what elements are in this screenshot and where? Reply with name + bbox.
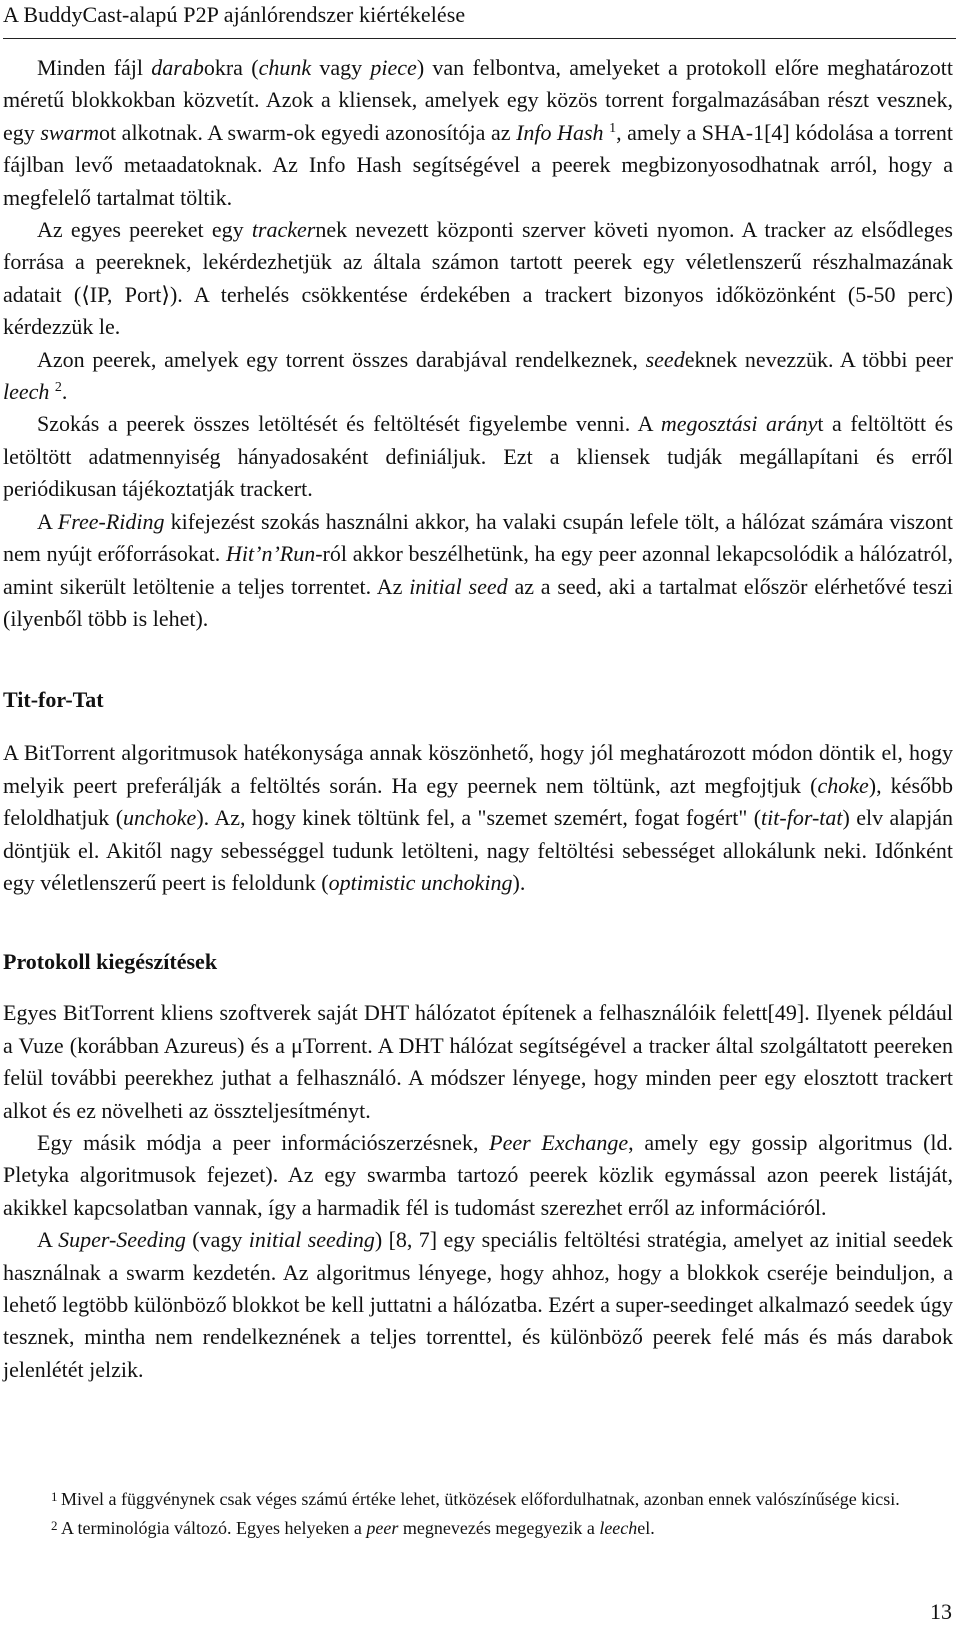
page-number: 13	[930, 1599, 952, 1624]
paragraph-peer-exchange: Egy másik módja a peer információszerzésnek, Peer Exchange, amely egy gossip algoritmus (ld. Pletyka algoritmusok fejezet). Az egy swarmba tartozó peerek közlik egymással azon peerek listáját, akikkel kapcsolatban vannak, így a harmadik fél is tudomást szerezhet erről az információról.	[3, 1129, 954, 1220]
paragraph-super-seeding: A Super-Seeding (vagy initial seeding) [8, 7] egy speciális feltöltési stratégia, amelyet az initial seedek használnak a swarm kezdetén. Az algoritmus lényege, hogy ahhoz, hogy a blokkok cseréje beinduljon, a lehető legtöbb különböző blokkot be kell juttatni a hálózatba. Ezért a super-seedinget alkalmazó seedek úgy tesznek, mintha nem rendelkeznének a teljes torrenttel, és különböző peerek felé más és más darabok jelenlétét jelzik.	[3, 1227, 953, 1382]
footnote-2: 2 A terminológia változó. Egyes helyeken a peer megnevezés megegyezik a leechel.	[51, 1518, 655, 1538]
paragraph-tit-for-tat: A BitTorrent algoritmusok hatékonysága annak köszönhető, hogy jól meghatározott módon döntik el, hogy melyik peert preferálják a feltöltés során. Ha egy peernek nem töltünk, azt megfojtjuk (choke), később feloldhatjuk (unchoke). Az, hogy kinek töltünk fel, a "szemet szemért, fogat fogért" (tit-for-tat) elv alapján döntjük el. Akitől nagy sebességgel tudunk letölteni, nagy feltöltési sebességet allokálunk neki. Időnként egy véletlenszerű peert is feloldunk (optimistic unchoking).	[3, 740, 954, 895]
footnote-ref-1: 1	[609, 120, 617, 136]
paragraph-ratio: Szokás a peerek összes letöltését és feltöltését figyelembe venni. A megosztási arányt a feltöltött és letöltött adatmennyiség hányadosaként definiáljuk. Ezt a kliensek tudják megállapítani és erről periódikusan tájékoztatják trackert.	[3, 411, 954, 502]
paragraph-dht: Egyes BitTorrent kliens szoftverek saját DHT hálózatot építenek a felhasználóik felett[49]. Ilyenek például a Vuze (korábban Azureus) és a μTorrent. A DHT hálózat segítségével a tracker által szolgáltatott peereken felül további peerekhez juthat a felhasználó. A módszer lényege, hogy minden peer egy elosztott trackert alkot és ez növelheti az összteljesítményt.	[3, 1000, 953, 1123]
paragraph-tracker: Az egyes peereket egy trackernek nevezett központi szerver követi nyomon. A tracker az elsődleges forrása a peereknek, lekérdezhetjük az általa számon tartott peerek egy véletlenszerű részhalmazának adatait (⟨IP, Port⟩). A terhelés csökkentése érdekében a trackert bizonyos időközönként (5-50 perc) kérdezzük le.	[3, 217, 953, 340]
footnote-1: 1 Mivel a függvénynek csak véges számú értéke lehet, ütközések előfordulhatnak, azonban ennek valószínűsége kicsi.	[51, 1489, 900, 1509]
paragraph-free-riding: A Free-Riding kifejezést szokás használni akkor, ha valaki csupán lefele tölt, a hálózat számára viszont nem nyújt erőforrásokat. Hit’n’Run-ról akkor beszélhetünk, ha egy peer azonnal lekapcsolódik a hálózatról, amint sikerült letöltenie a teljes torrentet. Az initial seed az a seed, aki a tartalmat először elérhetővé teszi (ilyenből több is lehet).	[3, 508, 954, 631]
paragraph-chunks: Minden fájl darabokra (chunk vagy piece) van felbontva, amelyeket a protokoll előre meghatározott méretű blokkokban közvetít. Azok a kliensek, amelyek egy közös torrent forgalmazásában részt vesznek, egy swarmot alkotnak. A swarm-ok egyedi azonosítója az Info Hash $^1$, amely a SHA-1[4] kódolása a torrent fájlban levő metaadatoknak. Az Info Hash segítségével a peerek megbizonyosodhatnak arról, hogy a megfelelő tartalmat töltik.	[3, 55, 954, 210]
footnote-ref-2: 2	[54, 380, 62, 396]
section-heading-tit-for-tat: Tit-for-Tat	[3, 687, 104, 713]
section-heading-protokoll: Protokoll kiegészítések	[3, 949, 218, 975]
paragraph-seed: Azon peerek, amelyek egy torrent összes darabjával rendelkeznek, seedeknek nevezzük. A többi peer leech $^2$.	[3, 346, 953, 405]
body-text	[3, 52, 953, 1386]
footnotes	[3, 1485, 948, 1543]
running-title: A BuddyCast-alapú P2P ajánlórendszer kiértékelése	[3, 2, 466, 27]
header-rule	[3, 38, 956, 39]
